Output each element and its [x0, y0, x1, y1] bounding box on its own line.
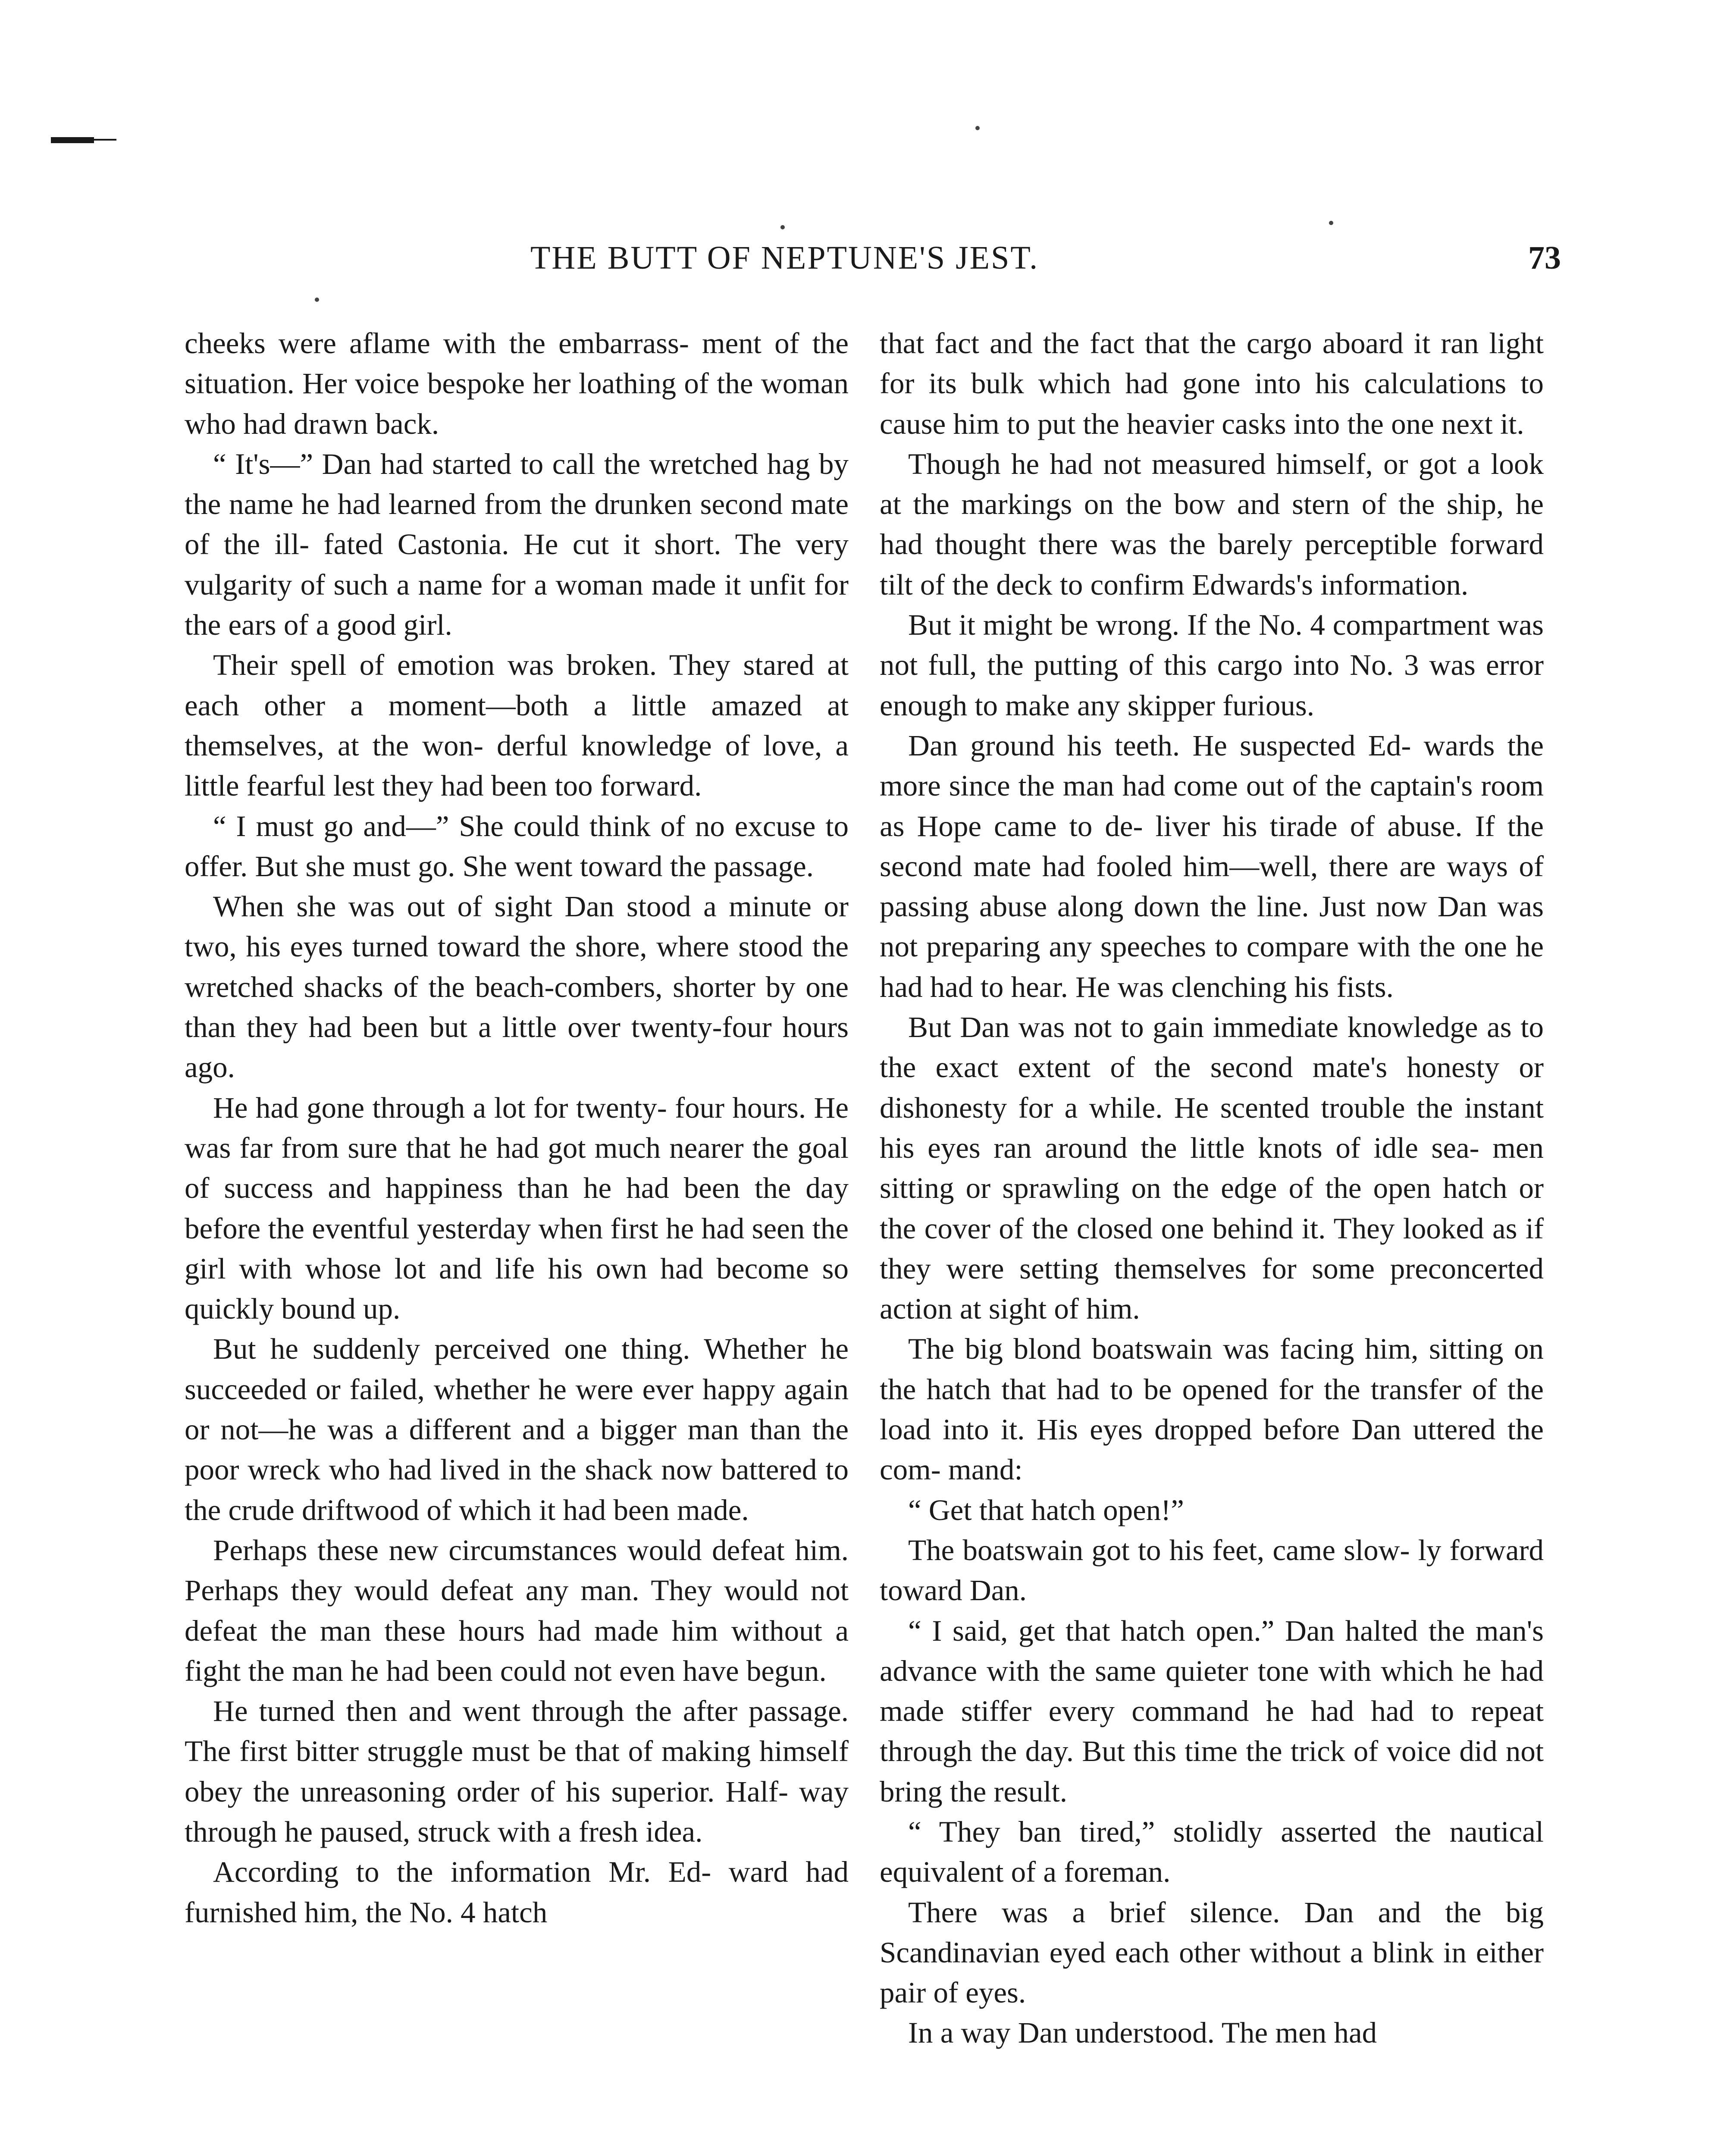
paragraph: Their spell of emotion was broken. They stared at each other a moment—both a little amazed at themselves, at the won- derful knowledge of love, a little fearful lest they had been too forward.: [185, 649, 849, 802]
paragraph: There was a brief silence. Dan and the big Scandinavian eyed each other without a blink in either pair of eyes.: [880, 1896, 1544, 2009]
paragraph: “ Get that hatch open!”: [908, 1493, 1184, 1526]
paragraph: In a way Dan understood. The men had: [908, 2016, 1377, 2049]
paragraph: But Dan was not to gain immediate knowledge as to the exact extent of the second mate's honesty or dishonesty for a while. He scented trouble the instant his eyes ran around the little knots of idle sea- men sitting or sprawling on the edge of the open hatch or the cover of the closed one behind it. They looked as if they were setting themselves for some preconcerted action at sight of him.: [880, 1011, 1544, 1326]
running-header-title: THE BUTT OF NEPTUNE'S JEST.: [530, 240, 1039, 276]
paragraph: “ I must go and—” She could think of no excuse to offer. But she must go. She went toward the passage.: [185, 809, 849, 883]
scan-speck: [780, 225, 785, 229]
paragraph: Perhaps these new circumstances would defeat him. Perhaps they would defeat any man. They would not defeat the man these hours had made him without a fight the man he had been could not even have begun.: [185, 1533, 849, 1687]
paragraph: Dan ground his teeth. He suspected Ed- wards the more since the man had come out of the captain's room as Hope came to de- liver his tirade of abuse. If the second mate had fooled him—well, there are ways of passing abuse along down the line. Just now Dan was not preparing any speeches to compare with the one he had had to hear. He was clenching his fists.: [880, 729, 1544, 1003]
paragraph: He turned then and went through the after passage. The first bitter struggle must be that of making himself obey the unreasoning order of his superior. Half- way through he paused, struck with a fresh idea.: [185, 1695, 849, 1848]
scan-speck: [1329, 221, 1333, 225]
paragraph: The boatswain got to his feet, came slow- ly forward toward Dan.: [880, 1533, 1544, 1607]
left-column: [185, 323, 849, 1933]
paragraph: “ It's—” Dan had started to call the wretched hag by the name he had learned from the drunken second mate of the ill- fated Castonia. He cut it short. The very vulgarity of such a name for a woman made it unfit for the ears of a good girl.: [185, 447, 849, 642]
paragraph: cheeks were aflame with the embarrass- ment of the situation. Her voice bespoke her loathing of the woman who had drawn back.: [185, 327, 849, 440]
paragraph: But he suddenly perceived one thing. Whether he succeeded or failed, whether he were ever happy again or not—he was a different and a bigger man than the poor wreck who had lived in the shack now battered to the crude driftwood of which it had been made.: [185, 1332, 849, 1526]
page-edge-mark: [51, 137, 94, 143]
paragraph: When she was out of sight Dan stood a minute or two, his eyes turned toward the shore, where stood the wretched shacks of the beach-combers, shorter by one than they had been but a little over twenty-four hours ago.: [185, 890, 849, 1084]
paragraph: “ I said, get that hatch open.” Dan halted the man's advance with the same quieter tone with which he had made stiffer every command he had had to repeat through the day. But this time the trick of voice did not bring the result.: [880, 1614, 1544, 1808]
paragraph: “ They ban tired,” stolidly asserted the nautical equivalent of a foreman.: [880, 1815, 1544, 1889]
paragraph: Though he had not measured himself, or got a look at the markings on the bow and stern of the ship, he had thought there was the barely perceptible forward tilt of the deck to confirm Edwards's information.: [880, 447, 1544, 601]
paragraph: that fact and the fact that the cargo aboard it ran light for its bulk which had gone into his calculations to cause him to put the heavier casks into the one next it.: [880, 327, 1544, 440]
paragraph: He had gone through a lot for twenty- four hours. He was far from sure that he had got much nearer the goal of success and happiness than he had been the day before the eventful yesterday when first he had seen the girl with whose lot and life his own had become so quickly bound up.: [185, 1091, 849, 1326]
paragraph: But it might be wrong. If the No. 4 compartment was not full, the putting of this cargo into No. 3 was error enough to make any skipper furious.: [880, 608, 1544, 722]
paragraph: According to the information Mr. Ed- ward had furnished him, the No. 4 hatch: [185, 1855, 849, 1929]
scan-speck: [315, 298, 319, 302]
scan-speck: [975, 126, 980, 130]
page-number: 73: [1528, 240, 1561, 276]
right-column: [880, 323, 1544, 2053]
paragraph: The big blond boatswain was facing him, sitting on the hatch that had to be opened for the transfer of the load into it. His eyes dropped before Dan uttered the com- mand:: [880, 1332, 1544, 1486]
